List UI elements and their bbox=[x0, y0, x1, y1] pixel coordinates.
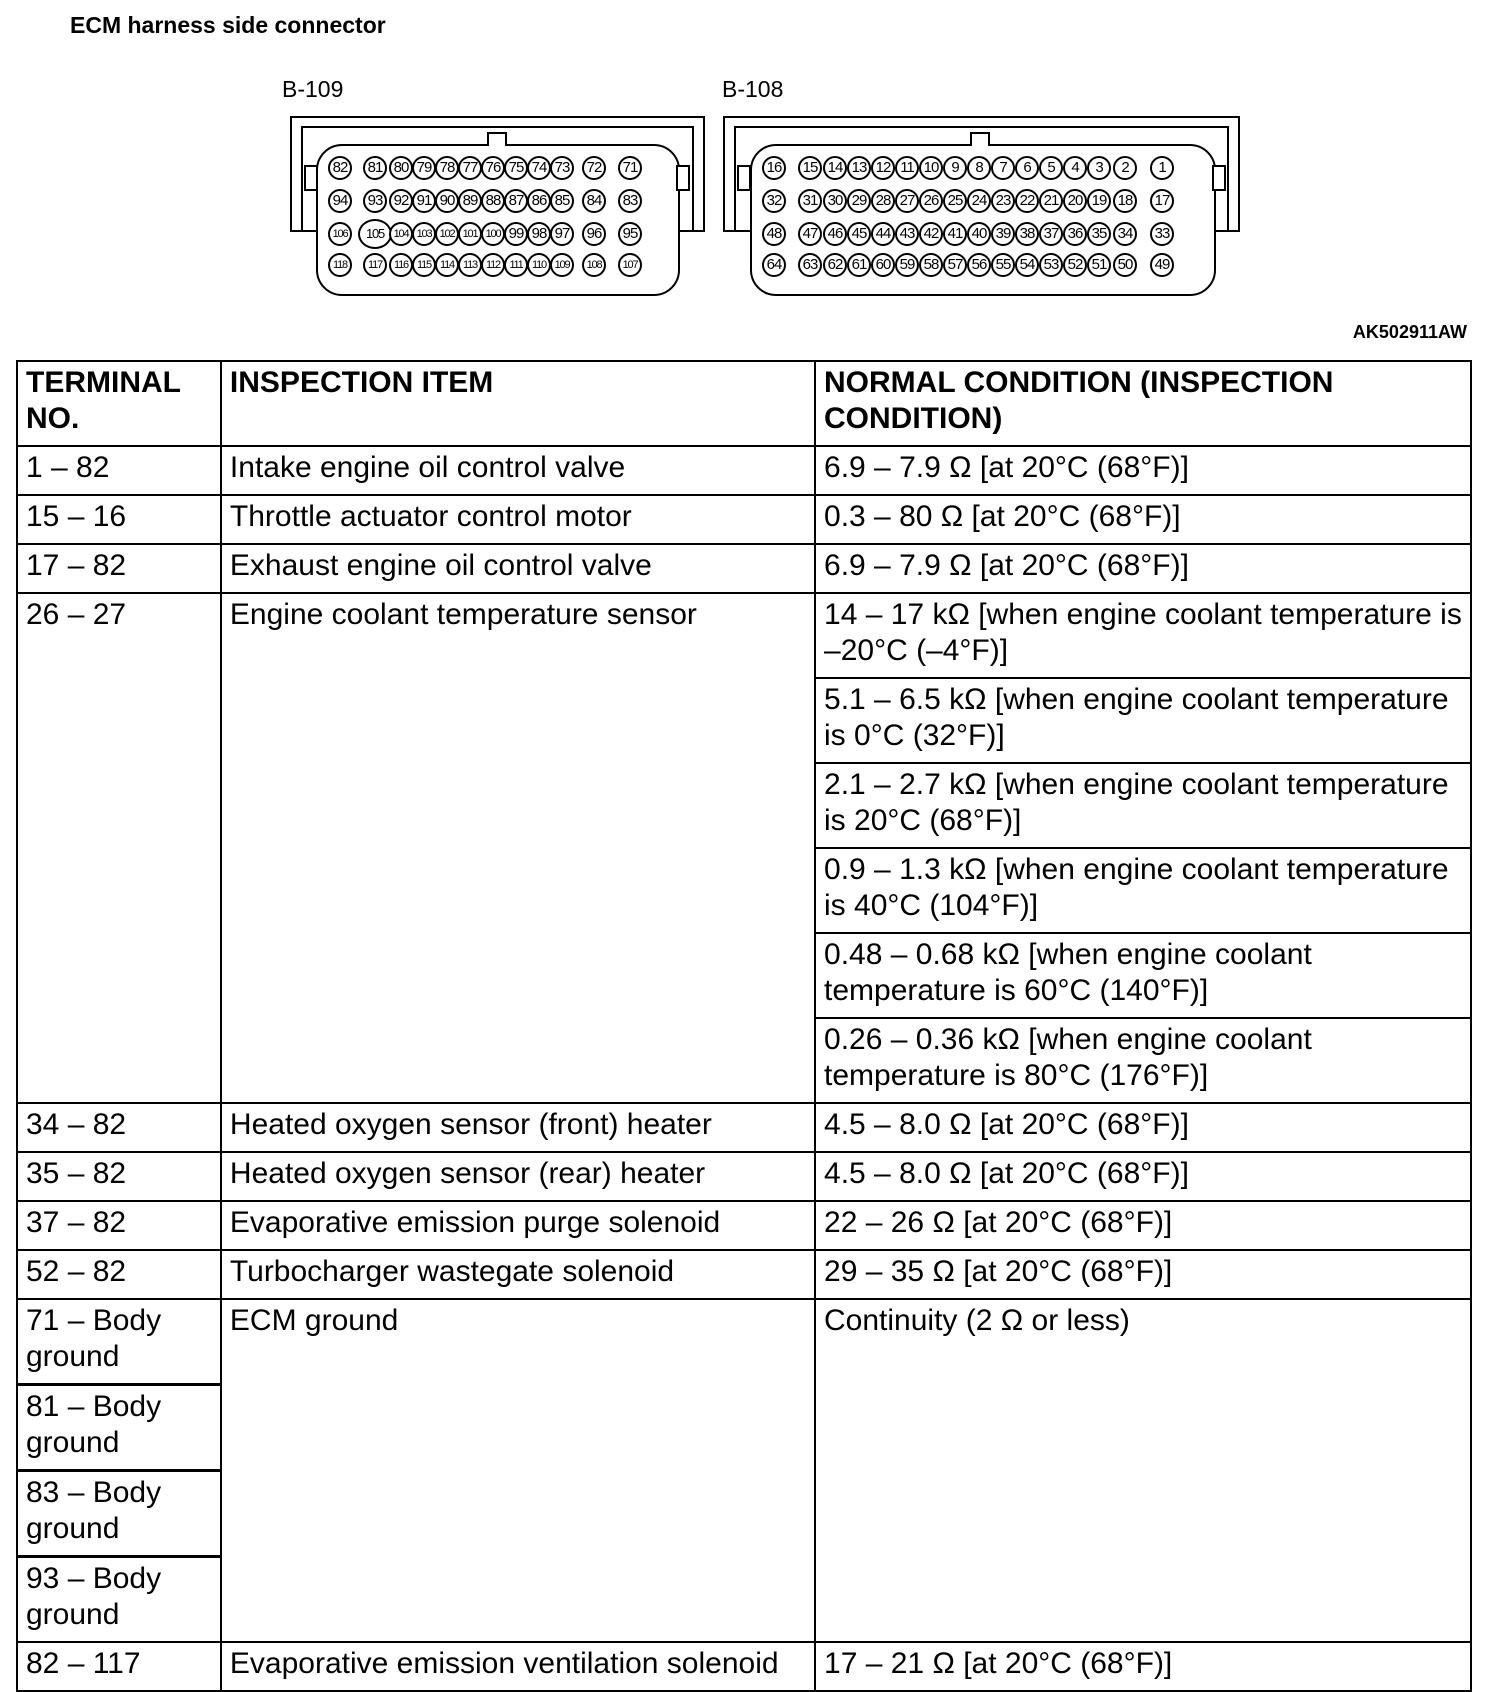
condition-cell: 2.1 – 2.7 kΩ [when engine coolant temperature is 20°C (68°F)] bbox=[815, 763, 1471, 848]
condition-cell: Continuity (2 Ω or less) bbox=[815, 1299, 1471, 1642]
terminal-cell: 26 – 27 bbox=[17, 593, 221, 1103]
pin-31: 31 bbox=[798, 189, 822, 213]
pin-19: 19 bbox=[1087, 189, 1111, 213]
pin-9: 9 bbox=[943, 156, 967, 180]
pin-1: 1 bbox=[1150, 156, 1174, 180]
pin-60: 60 bbox=[871, 253, 895, 277]
connector-side-tab-left bbox=[737, 165, 751, 191]
condition-cell: 22 – 26 Ω [at 20°C (68°F)] bbox=[815, 1201, 1471, 1250]
condition-cell: 0.9 – 1.3 kΩ [when engine coolant temperature is 40°C (104°F)] bbox=[815, 848, 1471, 933]
pin-18: 18 bbox=[1113, 189, 1137, 213]
pin-45: 45 bbox=[847, 222, 871, 246]
pin-86: 86 bbox=[527, 189, 551, 213]
item-cell: Heated oxygen sensor (front) heater bbox=[221, 1103, 815, 1152]
pin-64: 64 bbox=[762, 253, 786, 277]
pin-77: 77 bbox=[458, 156, 482, 180]
pin-32: 32 bbox=[762, 189, 786, 213]
pin-54: 54 bbox=[1015, 253, 1039, 277]
pin-76: 76 bbox=[481, 156, 505, 180]
figure-code: AK502911AW bbox=[1352, 322, 1467, 342]
pin-55: 55 bbox=[991, 253, 1015, 277]
pin-62: 62 bbox=[823, 253, 847, 277]
terminal-cell: 82 – 117 bbox=[17, 1642, 221, 1691]
table-row bbox=[17, 1642, 1471, 1691]
pin-20: 20 bbox=[1063, 189, 1087, 213]
pin-39: 39 bbox=[991, 222, 1015, 246]
table-header-row bbox=[17, 361, 1471, 446]
table-row bbox=[17, 1250, 1471, 1299]
condition-cell: 6.9 – 7.9 Ω [at 20°C (68°F)] bbox=[815, 544, 1471, 593]
item-cell: Heated oxygen sensor (rear) heater bbox=[221, 1152, 815, 1201]
condition-cell: 0.3 – 80 Ω [at 20°C (68°F)] bbox=[815, 495, 1471, 544]
pin-90: 90 bbox=[435, 189, 459, 213]
pin-108: 108 bbox=[582, 253, 606, 277]
figure-title: ECM harness side connector bbox=[70, 12, 386, 38]
condition-cell: 14 – 17 kΩ [when engine coolant temperature is –20°C (–4°F)] bbox=[815, 593, 1471, 678]
pin-40: 40 bbox=[967, 222, 991, 246]
pin-85: 85 bbox=[550, 189, 574, 213]
pin-28: 28 bbox=[871, 189, 895, 213]
pin-87: 87 bbox=[504, 189, 528, 213]
pin-107: 107 bbox=[618, 253, 642, 277]
item-cell: ECM ground bbox=[221, 1299, 815, 1642]
pin-52: 52 bbox=[1063, 253, 1087, 277]
table-row bbox=[17, 495, 1471, 544]
pin-63: 63 bbox=[798, 253, 822, 277]
pin-74: 74 bbox=[527, 156, 551, 180]
pin-111: 111 bbox=[504, 253, 528, 277]
pin-10: 10 bbox=[919, 156, 943, 180]
pin-17: 17 bbox=[1150, 189, 1174, 213]
pin-37: 37 bbox=[1039, 222, 1063, 246]
pin-27: 27 bbox=[895, 189, 919, 213]
pin-49: 49 bbox=[1150, 253, 1174, 277]
pin-71: 71 bbox=[618, 156, 642, 180]
connector-latch bbox=[487, 132, 507, 146]
table-row bbox=[17, 446, 1471, 495]
condition-cell: 17 – 21 Ω [at 20°C (68°F)] bbox=[815, 1642, 1471, 1691]
pin-51: 51 bbox=[1087, 253, 1111, 277]
terminal-cell: 71 – Body ground bbox=[17, 1299, 221, 1385]
pin-25: 25 bbox=[943, 189, 967, 213]
pin-75: 75 bbox=[504, 156, 528, 180]
terminal-cell: 83 – Body ground bbox=[17, 1471, 221, 1557]
pin-91: 91 bbox=[412, 189, 436, 213]
pin-103: 103 bbox=[412, 222, 436, 246]
connector-side-tab-left bbox=[304, 165, 318, 191]
item-cell: Intake engine oil control valve bbox=[221, 446, 815, 495]
table-row bbox=[17, 544, 1471, 593]
connector-label-b108: B-108 bbox=[722, 76, 784, 102]
connector-side-tab-right bbox=[1212, 165, 1226, 191]
pin-6: 6 bbox=[1015, 156, 1039, 180]
pin-114: 114 bbox=[435, 253, 459, 277]
pin-116: 116 bbox=[389, 253, 413, 277]
pin-4: 4 bbox=[1063, 156, 1087, 180]
pin-11: 11 bbox=[895, 156, 919, 180]
pin-88: 88 bbox=[481, 189, 505, 213]
pin-3: 3 bbox=[1087, 156, 1111, 180]
pin-43: 43 bbox=[895, 222, 919, 246]
table-row bbox=[17, 1103, 1471, 1152]
pin-80: 80 bbox=[389, 156, 413, 180]
item-cell: Exhaust engine oil control valve bbox=[221, 544, 815, 593]
pin-21: 21 bbox=[1039, 189, 1063, 213]
pin-83: 83 bbox=[618, 189, 642, 213]
pin-16: 16 bbox=[762, 156, 786, 180]
pin-102: 102 bbox=[435, 222, 459, 246]
condition-cell: 0.26 – 0.36 kΩ [when engine coolant temperature is 80°C (176°F)] bbox=[815, 1018, 1471, 1103]
pin-50: 50 bbox=[1113, 253, 1137, 277]
terminal-cell: 52 – 82 bbox=[17, 1250, 221, 1299]
pin-5: 5 bbox=[1039, 156, 1063, 180]
pin-72: 72 bbox=[582, 156, 606, 180]
pin-101: 101 bbox=[458, 222, 482, 246]
pin-110: 110 bbox=[527, 253, 551, 277]
pin-118: 118 bbox=[328, 253, 352, 277]
pin-22: 22 bbox=[1015, 189, 1039, 213]
header-normal-condition: NORMAL CONDITION (INSPECTION CONDITION) bbox=[815, 361, 1471, 446]
terminal-cell: 37 – 82 bbox=[17, 1201, 221, 1250]
condition-cell: 6.9 – 7.9 Ω [at 20°C (68°F)] bbox=[815, 446, 1471, 495]
item-cell: Throttle actuator control motor bbox=[221, 495, 815, 544]
pin-23: 23 bbox=[991, 189, 1015, 213]
condition-cell: 0.48 – 0.68 kΩ [when engine coolant temperature is 60°C (140°F)] bbox=[815, 933, 1471, 1018]
pin-117: 117 bbox=[363, 253, 387, 277]
pin-2: 2 bbox=[1113, 156, 1137, 180]
condition-cell: 4.5 – 8.0 Ω [at 20°C (68°F)] bbox=[815, 1103, 1471, 1152]
inspection-table bbox=[16, 360, 1472, 1692]
condition-cell: 29 – 35 Ω [at 20°C (68°F)] bbox=[815, 1250, 1471, 1299]
pin-105: 105 bbox=[358, 219, 392, 249]
pin-14: 14 bbox=[823, 156, 847, 180]
item-cell: Turbocharger wastegate solenoid bbox=[221, 1250, 815, 1299]
pin-12: 12 bbox=[871, 156, 895, 180]
connector-side-tab-right bbox=[676, 165, 690, 191]
pin-100: 100 bbox=[481, 222, 505, 246]
pin-29: 29 bbox=[847, 189, 871, 213]
item-cell: Evaporative emission ventilation solenoid bbox=[221, 1642, 815, 1691]
pin-26: 26 bbox=[919, 189, 943, 213]
terminal-cell: 93 – Body ground bbox=[17, 1557, 221, 1643]
pin-15: 15 bbox=[798, 156, 822, 180]
pin-93: 93 bbox=[363, 189, 387, 213]
item-cell: Evaporative emission purge solenoid bbox=[221, 1201, 815, 1250]
terminal-cell: 17 – 82 bbox=[17, 544, 221, 593]
pin-47: 47 bbox=[798, 222, 822, 246]
table-row bbox=[17, 1152, 1471, 1201]
pin-34: 34 bbox=[1113, 222, 1137, 246]
pin-113: 113 bbox=[458, 253, 482, 277]
item-cell: Engine coolant temperature sensor bbox=[221, 593, 815, 1103]
connector-label-b109: B-109 bbox=[282, 76, 344, 102]
pin-73: 73 bbox=[550, 156, 574, 180]
condition-cell: 4.5 – 8.0 Ω [at 20°C (68°F)] bbox=[815, 1152, 1471, 1201]
pin-24: 24 bbox=[967, 189, 991, 213]
pin-96: 96 bbox=[582, 222, 606, 246]
pin-35: 35 bbox=[1087, 222, 1111, 246]
pin-92: 92 bbox=[389, 189, 413, 213]
table-row bbox=[17, 593, 1471, 678]
terminal-cell: 81 – Body ground bbox=[17, 1385, 221, 1471]
pin-84: 84 bbox=[582, 189, 606, 213]
pin-78: 78 bbox=[435, 156, 459, 180]
pin-8: 8 bbox=[967, 156, 991, 180]
pin-104: 104 bbox=[389, 222, 413, 246]
pin-36: 36 bbox=[1063, 222, 1087, 246]
pin-61: 61 bbox=[847, 253, 871, 277]
pin-38: 38 bbox=[1015, 222, 1039, 246]
pin-42: 42 bbox=[919, 222, 943, 246]
pin-99: 99 bbox=[504, 222, 528, 246]
pin-82: 82 bbox=[328, 156, 352, 180]
pin-109: 109 bbox=[550, 253, 574, 277]
terminal-cell: 1 – 82 bbox=[17, 446, 221, 495]
pin-97: 97 bbox=[550, 222, 574, 246]
pin-30: 30 bbox=[823, 189, 847, 213]
pin-56: 56 bbox=[967, 253, 991, 277]
terminal-cell: 35 – 82 bbox=[17, 1152, 221, 1201]
pin-94: 94 bbox=[328, 189, 352, 213]
pin-33: 33 bbox=[1150, 222, 1174, 246]
pin-95: 95 bbox=[618, 222, 642, 246]
pin-46: 46 bbox=[823, 222, 847, 246]
pin-81: 81 bbox=[363, 156, 387, 180]
pin-106: 106 bbox=[328, 222, 352, 246]
pin-89: 89 bbox=[458, 189, 482, 213]
pin-41: 41 bbox=[943, 222, 967, 246]
terminal-cell: 15 – 16 bbox=[17, 495, 221, 544]
condition-cell: 5.1 – 6.5 kΩ [when engine coolant temperature is 0°C (32°F)] bbox=[815, 678, 1471, 763]
pin-115: 115 bbox=[412, 253, 436, 277]
terminal-cell: 34 – 82 bbox=[17, 1103, 221, 1152]
table-row bbox=[17, 1201, 1471, 1250]
pin-98: 98 bbox=[527, 222, 551, 246]
pin-13: 13 bbox=[847, 156, 871, 180]
pin-44: 44 bbox=[871, 222, 895, 246]
pin-59: 59 bbox=[895, 253, 919, 277]
table-row bbox=[17, 1299, 1471, 1385]
pin-57: 57 bbox=[943, 253, 967, 277]
header-inspection-item: INSPECTION ITEM bbox=[221, 361, 815, 446]
connector-latch bbox=[970, 132, 990, 146]
pin-53: 53 bbox=[1039, 253, 1063, 277]
pin-48: 48 bbox=[762, 222, 786, 246]
pin-112: 112 bbox=[481, 253, 505, 277]
pin-7: 7 bbox=[991, 156, 1015, 180]
header-terminal-no: TERMINAL NO. bbox=[17, 361, 221, 446]
pin-58: 58 bbox=[919, 253, 943, 277]
pin-79: 79 bbox=[412, 156, 436, 180]
